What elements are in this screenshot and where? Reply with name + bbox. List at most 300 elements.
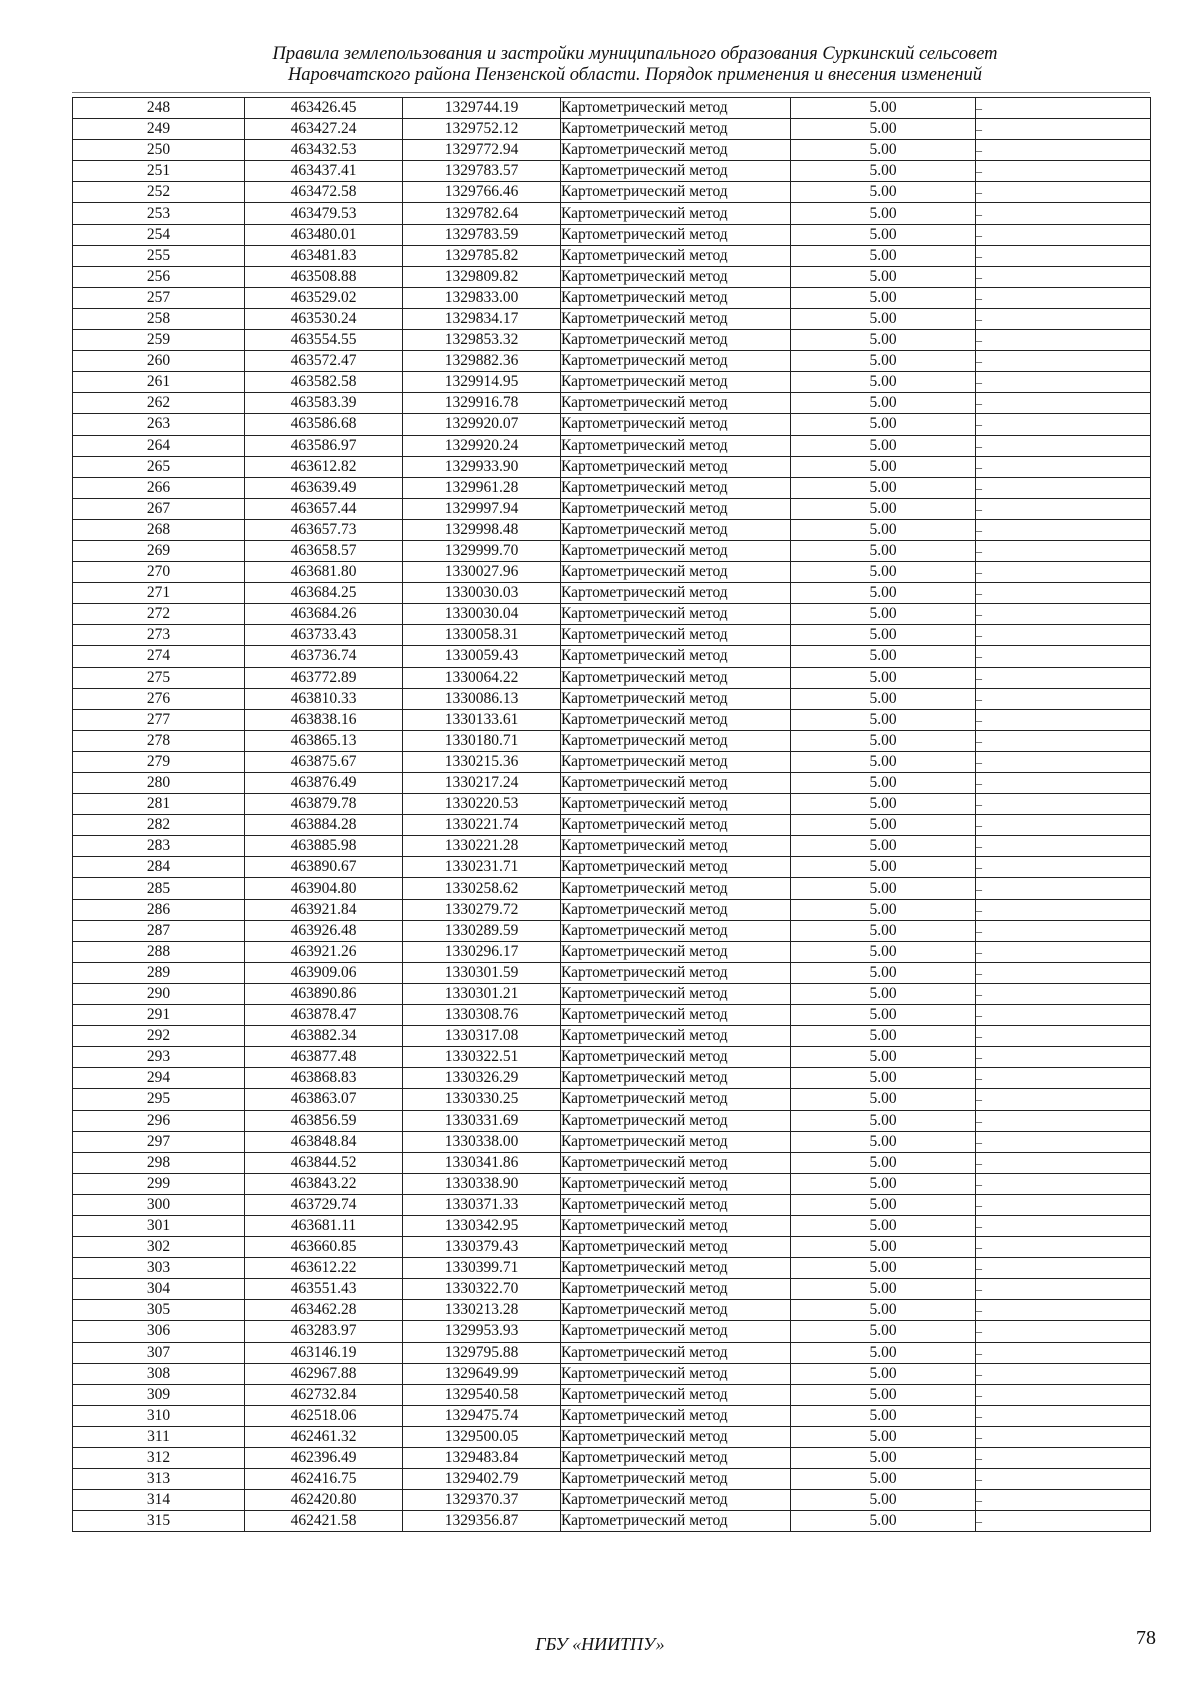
point-number-cell: 279	[73, 751, 245, 772]
accuracy-cell: 5.00	[791, 646, 976, 667]
x-coordinate-cell: 463586.97	[245, 435, 403, 456]
y-coordinate-cell: 1330086.13	[403, 688, 561, 709]
x-coordinate-cell: 463885.98	[245, 836, 403, 857]
x-coordinate-cell: 463838.16	[245, 709, 403, 730]
point-number-cell: 271	[73, 583, 245, 604]
table-row	[73, 245, 1151, 266]
point-number-cell: 305	[73, 1300, 245, 1321]
method-cell: Картометрический метод	[561, 182, 791, 203]
description-cell: –	[976, 203, 1151, 224]
table-row	[73, 1469, 1151, 1490]
description-cell: –	[976, 836, 1151, 857]
y-coordinate-cell: 1330030.03	[403, 583, 561, 604]
method-cell: Картометрический метод	[561, 308, 791, 329]
method-cell: Картометрический метод	[561, 1511, 791, 1532]
point-number-cell: 284	[73, 857, 245, 878]
x-coordinate-cell: 462416.75	[245, 1469, 403, 1490]
description-cell: –	[976, 1448, 1151, 1469]
accuracy-cell: 5.00	[791, 1490, 976, 1511]
method-cell: Картометрический метод	[561, 751, 791, 772]
y-coordinate-cell: 1330058.31	[403, 625, 561, 646]
method-cell: Картометрический метод	[561, 1047, 791, 1068]
page-number: 78	[1136, 1627, 1156, 1649]
table-row	[73, 920, 1151, 941]
description-cell: –	[976, 1342, 1151, 1363]
method-cell: Картометрический метод	[561, 625, 791, 646]
table-row	[73, 140, 1151, 161]
table-row	[73, 688, 1151, 709]
x-coordinate-cell: 463868.83	[245, 1068, 403, 1089]
method-cell: Картометрический метод	[561, 1300, 791, 1321]
accuracy-cell: 5.00	[791, 773, 976, 794]
y-coordinate-cell: 1330301.59	[403, 962, 561, 983]
header-line-2: Наровчатского района Пензенской области. Порядок применения и внесения изменений	[287, 65, 983, 85]
method-cell: Картометрический метод	[561, 1131, 791, 1152]
accuracy-cell: 5.00	[791, 1426, 976, 1447]
method-cell: Картометрический метод	[561, 393, 791, 414]
x-coordinate-cell: 463772.89	[245, 667, 403, 688]
method-cell: Картометрический метод	[561, 1384, 791, 1405]
point-number-cell: 291	[73, 1005, 245, 1026]
point-number-cell: 314	[73, 1490, 245, 1511]
point-number-cell: 256	[73, 266, 245, 287]
x-coordinate-cell: 462420.80	[245, 1490, 403, 1511]
accuracy-cell: 5.00	[791, 688, 976, 709]
x-coordinate-cell: 463479.53	[245, 203, 403, 224]
point-number-cell: 289	[73, 962, 245, 983]
table-row	[73, 941, 1151, 962]
point-number-cell: 304	[73, 1279, 245, 1300]
table-row	[73, 119, 1151, 140]
point-number-cell: 265	[73, 456, 245, 477]
method-cell: Картометрический метод	[561, 815, 791, 836]
description-cell: –	[976, 540, 1151, 561]
point-number-cell: 260	[73, 351, 245, 372]
table-row	[73, 1131, 1151, 1152]
accuracy-cell: 5.00	[791, 878, 976, 899]
method-cell: Картометрический метод	[561, 98, 791, 119]
method-cell: Картометрический метод	[561, 287, 791, 308]
description-cell: –	[976, 1321, 1151, 1342]
method-cell: Картометрический метод	[561, 1005, 791, 1026]
method-cell: Картометрический метод	[561, 456, 791, 477]
x-coordinate-cell: 463639.49	[245, 477, 403, 498]
y-coordinate-cell: 1329783.57	[403, 161, 561, 182]
point-number-cell: 293	[73, 1047, 245, 1068]
coordinates-table-body	[73, 98, 1151, 1532]
description-cell: –	[976, 1237, 1151, 1258]
y-coordinate-cell: 1330221.28	[403, 836, 561, 857]
y-coordinate-cell: 1330331.69	[403, 1110, 561, 1131]
description-cell: –	[976, 1469, 1151, 1490]
table-row	[73, 1237, 1151, 1258]
x-coordinate-cell: 463481.83	[245, 245, 403, 266]
table-row	[73, 1363, 1151, 1384]
description-cell: –	[976, 98, 1151, 119]
description-cell: –	[976, 794, 1151, 815]
x-coordinate-cell: 463658.57	[245, 540, 403, 561]
accuracy-cell: 5.00	[791, 1511, 976, 1532]
point-number-cell: 268	[73, 519, 245, 540]
table-row	[73, 477, 1151, 498]
accuracy-cell: 5.00	[791, 857, 976, 878]
y-coordinate-cell: 1330371.33	[403, 1194, 561, 1215]
table-row	[73, 815, 1151, 836]
y-coordinate-cell: 1330221.74	[403, 815, 561, 836]
accuracy-cell: 5.00	[791, 1131, 976, 1152]
point-number-cell: 274	[73, 646, 245, 667]
accuracy-cell: 5.00	[791, 583, 976, 604]
accuracy-cell: 5.00	[791, 709, 976, 730]
method-cell: Картометрический метод	[561, 1279, 791, 1300]
description-cell: –	[976, 161, 1151, 182]
description-cell: –	[976, 1363, 1151, 1384]
method-cell: Картометрический метод	[561, 1363, 791, 1384]
method-cell: Картометрический метод	[561, 794, 791, 815]
x-coordinate-cell: 463480.01	[245, 224, 403, 245]
accuracy-cell: 5.00	[791, 1237, 976, 1258]
x-coordinate-cell: 463878.47	[245, 1005, 403, 1026]
table-row	[73, 182, 1151, 203]
description-cell: –	[976, 182, 1151, 203]
accuracy-cell: 5.00	[791, 1384, 976, 1405]
y-coordinate-cell: 1330220.53	[403, 794, 561, 815]
y-coordinate-cell: 1329500.05	[403, 1426, 561, 1447]
point-number-cell: 294	[73, 1068, 245, 1089]
description-cell: –	[976, 857, 1151, 878]
description-cell: –	[976, 1490, 1151, 1511]
method-cell: Картометрический метод	[561, 1469, 791, 1490]
accuracy-cell: 5.00	[791, 330, 976, 351]
description-cell: –	[976, 1384, 1151, 1405]
x-coordinate-cell: 463681.11	[245, 1215, 403, 1236]
y-coordinate-cell: 1330317.08	[403, 1026, 561, 1047]
method-cell: Картометрический метод	[561, 667, 791, 688]
header-divider	[72, 92, 1150, 93]
method-cell: Картометрический метод	[561, 1237, 791, 1258]
point-number-cell: 272	[73, 604, 245, 625]
y-coordinate-cell: 1329540.58	[403, 1384, 561, 1405]
y-coordinate-cell: 1330059.43	[403, 646, 561, 667]
x-coordinate-cell: 463681.80	[245, 562, 403, 583]
x-coordinate-cell: 463437.41	[245, 161, 403, 182]
point-number-cell: 250	[73, 140, 245, 161]
description-cell: –	[976, 1152, 1151, 1173]
accuracy-cell: 5.00	[791, 920, 976, 941]
accuracy-cell: 5.00	[791, 1068, 976, 1089]
point-number-cell: 254	[73, 224, 245, 245]
method-cell: Картометрический метод	[561, 1215, 791, 1236]
point-number-cell: 258	[73, 308, 245, 329]
table-row	[73, 1490, 1151, 1511]
point-number-cell: 288	[73, 941, 245, 962]
accuracy-cell: 5.00	[791, 1363, 976, 1384]
description-cell: –	[976, 1215, 1151, 1236]
point-number-cell: 287	[73, 920, 245, 941]
description-cell: –	[976, 667, 1151, 688]
table-row	[73, 1110, 1151, 1131]
accuracy-cell: 5.00	[791, 203, 976, 224]
description-cell: –	[976, 1131, 1151, 1152]
point-number-cell: 301	[73, 1215, 245, 1236]
point-number-cell: 257	[73, 287, 245, 308]
description-cell: –	[976, 1300, 1151, 1321]
y-coordinate-cell: 1329370.37	[403, 1490, 561, 1511]
point-number-cell: 296	[73, 1110, 245, 1131]
table-row	[73, 1068, 1151, 1089]
method-cell: Картометрический метод	[561, 646, 791, 667]
description-cell: –	[976, 646, 1151, 667]
table-row	[73, 604, 1151, 625]
y-coordinate-cell: 1330213.28	[403, 1300, 561, 1321]
description-cell: –	[976, 815, 1151, 836]
method-cell: Картометрический метод	[561, 562, 791, 583]
accuracy-cell: 5.00	[791, 498, 976, 519]
point-number-cell: 310	[73, 1405, 245, 1426]
table-row	[73, 962, 1151, 983]
x-coordinate-cell: 463843.22	[245, 1173, 403, 1194]
point-number-cell: 313	[73, 1469, 245, 1490]
x-coordinate-cell: 463554.55	[245, 330, 403, 351]
y-coordinate-cell: 1330180.71	[403, 730, 561, 751]
x-coordinate-cell: 463684.26	[245, 604, 403, 625]
description-cell: –	[976, 1258, 1151, 1279]
x-coordinate-cell: 463684.25	[245, 583, 403, 604]
method-cell: Картометрический метод	[561, 1110, 791, 1131]
table-row	[73, 1026, 1151, 1047]
method-cell: Картометрический метод	[561, 1173, 791, 1194]
point-number-cell: 263	[73, 414, 245, 435]
x-coordinate-cell: 463926.48	[245, 920, 403, 941]
accuracy-cell: 5.00	[791, 519, 976, 540]
x-coordinate-cell: 463146.19	[245, 1342, 403, 1363]
accuracy-cell: 5.00	[791, 1300, 976, 1321]
x-coordinate-cell: 462421.58	[245, 1511, 403, 1532]
description-cell: –	[976, 625, 1151, 646]
y-coordinate-cell: 1330027.96	[403, 562, 561, 583]
method-cell: Картометрический метод	[561, 540, 791, 561]
point-number-cell: 255	[73, 245, 245, 266]
accuracy-cell: 5.00	[791, 962, 976, 983]
method-cell: Картометрический метод	[561, 119, 791, 140]
method-cell: Картометрический метод	[561, 519, 791, 540]
description-cell: –	[976, 456, 1151, 477]
method-cell: Картометрический метод	[561, 1026, 791, 1047]
y-coordinate-cell: 1329953.93	[403, 1321, 561, 1342]
y-coordinate-cell: 1329998.48	[403, 519, 561, 540]
point-number-cell: 312	[73, 1448, 245, 1469]
table-row	[73, 857, 1151, 878]
y-coordinate-cell: 1329809.82	[403, 266, 561, 287]
accuracy-cell: 5.00	[791, 119, 976, 140]
method-cell: Картометрический метод	[561, 245, 791, 266]
method-cell: Картометрический метод	[561, 1194, 791, 1215]
table-row	[73, 751, 1151, 772]
accuracy-cell: 5.00	[791, 794, 976, 815]
table-row	[73, 1511, 1151, 1532]
table-row	[73, 899, 1151, 920]
table-row	[73, 1173, 1151, 1194]
point-number-cell: 292	[73, 1026, 245, 1047]
point-number-cell: 295	[73, 1089, 245, 1110]
description-cell: –	[976, 1047, 1151, 1068]
description-cell: –	[976, 435, 1151, 456]
x-coordinate-cell: 463660.85	[245, 1237, 403, 1258]
y-coordinate-cell: 1330326.29	[403, 1068, 561, 1089]
accuracy-cell: 5.00	[791, 1026, 976, 1047]
x-coordinate-cell: 462396.49	[245, 1448, 403, 1469]
table-row	[73, 351, 1151, 372]
table-row	[73, 1405, 1151, 1426]
y-coordinate-cell: 1329920.24	[403, 435, 561, 456]
x-coordinate-cell: 463657.44	[245, 498, 403, 519]
table-row	[73, 667, 1151, 688]
x-coordinate-cell: 463472.58	[245, 182, 403, 203]
x-coordinate-cell: 463875.67	[245, 751, 403, 772]
description-cell: –	[976, 730, 1151, 751]
method-cell: Картометрический метод	[561, 1405, 791, 1426]
method-cell: Картометрический метод	[561, 920, 791, 941]
point-number-cell: 285	[73, 878, 245, 899]
y-coordinate-cell: 1329483.84	[403, 1448, 561, 1469]
description-cell: –	[976, 1110, 1151, 1131]
method-cell: Картометрический метод	[561, 435, 791, 456]
table-row	[73, 456, 1151, 477]
description-cell: –	[976, 477, 1151, 498]
x-coordinate-cell: 463876.49	[245, 773, 403, 794]
table-row	[73, 646, 1151, 667]
y-coordinate-cell: 1329752.12	[403, 119, 561, 140]
table-row	[73, 1258, 1151, 1279]
accuracy-cell: 5.00	[791, 1448, 976, 1469]
table-row	[73, 519, 1151, 540]
x-coordinate-cell: 463462.28	[245, 1300, 403, 1321]
accuracy-cell: 5.00	[791, 161, 976, 182]
description-cell: –	[976, 1405, 1151, 1426]
description-cell: –	[976, 1068, 1151, 1089]
accuracy-cell: 5.00	[791, 393, 976, 414]
y-coordinate-cell: 1330379.43	[403, 1237, 561, 1258]
description-cell: –	[976, 899, 1151, 920]
description-cell: –	[976, 119, 1151, 140]
method-cell: Картометрический метод	[561, 140, 791, 161]
point-number-cell: 269	[73, 540, 245, 561]
x-coordinate-cell: 463586.68	[245, 414, 403, 435]
x-coordinate-cell: 462732.84	[245, 1384, 403, 1405]
table-row	[73, 372, 1151, 393]
x-coordinate-cell: 463729.74	[245, 1194, 403, 1215]
y-coordinate-cell: 1329356.87	[403, 1511, 561, 1532]
table-row	[73, 1089, 1151, 1110]
x-coordinate-cell: 463583.39	[245, 393, 403, 414]
x-coordinate-cell: 463909.06	[245, 962, 403, 983]
x-coordinate-cell: 463529.02	[245, 287, 403, 308]
point-number-cell: 252	[73, 182, 245, 203]
description-cell: –	[976, 773, 1151, 794]
description-cell: –	[976, 519, 1151, 540]
x-coordinate-cell: 463657.73	[245, 519, 403, 540]
y-coordinate-cell: 1329916.78	[403, 393, 561, 414]
accuracy-cell: 5.00	[791, 287, 976, 308]
accuracy-cell: 5.00	[791, 815, 976, 836]
method-cell: Картометрический метод	[561, 857, 791, 878]
description-cell: –	[976, 941, 1151, 962]
y-coordinate-cell: 1329933.90	[403, 456, 561, 477]
y-coordinate-cell: 1329999.70	[403, 540, 561, 561]
x-coordinate-cell: 463890.67	[245, 857, 403, 878]
point-number-cell: 303	[73, 1258, 245, 1279]
x-coordinate-cell: 463582.58	[245, 372, 403, 393]
table-row	[73, 625, 1151, 646]
method-cell: Картометрический метод	[561, 1426, 791, 1447]
accuracy-cell: 5.00	[791, 266, 976, 287]
x-coordinate-cell: 463427.24	[245, 119, 403, 140]
method-cell: Картометрический метод	[561, 878, 791, 899]
y-coordinate-cell: 1330289.59	[403, 920, 561, 941]
method-cell: Картометрический метод	[561, 709, 791, 730]
y-coordinate-cell: 1330338.90	[403, 1173, 561, 1194]
description-cell: –	[976, 287, 1151, 308]
method-cell: Картометрический метод	[561, 962, 791, 983]
y-coordinate-cell: 1330342.95	[403, 1215, 561, 1236]
x-coordinate-cell: 463283.97	[245, 1321, 403, 1342]
accuracy-cell: 5.00	[791, 562, 976, 583]
accuracy-cell: 5.00	[791, 435, 976, 456]
table-row	[73, 1152, 1151, 1173]
y-coordinate-cell: 1330322.51	[403, 1047, 561, 1068]
point-number-cell: 302	[73, 1237, 245, 1258]
method-cell: Картометрический метод	[561, 1068, 791, 1089]
y-coordinate-cell: 1330231.71	[403, 857, 561, 878]
accuracy-cell: 5.00	[791, 351, 976, 372]
accuracy-cell: 5.00	[791, 1279, 976, 1300]
accuracy-cell: 5.00	[791, 1321, 976, 1342]
y-coordinate-cell: 1330301.21	[403, 983, 561, 1004]
accuracy-cell: 5.00	[791, 941, 976, 962]
method-cell: Картометрический метод	[561, 730, 791, 751]
accuracy-cell: 5.00	[791, 1005, 976, 1026]
accuracy-cell: 5.00	[791, 1258, 976, 1279]
point-number-cell: 309	[73, 1384, 245, 1405]
y-coordinate-cell: 1329920.07	[403, 414, 561, 435]
x-coordinate-cell: 463882.34	[245, 1026, 403, 1047]
point-number-cell: 283	[73, 836, 245, 857]
x-coordinate-cell: 463508.88	[245, 266, 403, 287]
accuracy-cell: 5.00	[791, 477, 976, 498]
y-coordinate-cell: 1330217.24	[403, 773, 561, 794]
y-coordinate-cell: 1329961.28	[403, 477, 561, 498]
x-coordinate-cell: 462461.32	[245, 1426, 403, 1447]
x-coordinate-cell: 463921.84	[245, 899, 403, 920]
y-coordinate-cell: 1329649.99	[403, 1363, 561, 1384]
table-row	[73, 983, 1151, 1004]
y-coordinate-cell: 1329766.46	[403, 182, 561, 203]
table-row	[73, 224, 1151, 245]
accuracy-cell: 5.00	[791, 308, 976, 329]
accuracy-cell: 5.00	[791, 625, 976, 646]
method-cell: Картометрический метод	[561, 836, 791, 857]
method-cell: Картометрический метод	[561, 266, 791, 287]
description-cell: –	[976, 688, 1151, 709]
point-number-cell: 311	[73, 1426, 245, 1447]
description-cell: –	[976, 140, 1151, 161]
description-cell: –	[976, 1194, 1151, 1215]
method-cell: Картометрический метод	[561, 372, 791, 393]
point-number-cell: 282	[73, 815, 245, 836]
point-number-cell: 298	[73, 1152, 245, 1173]
table-row	[73, 498, 1151, 519]
table-row	[73, 1321, 1151, 1342]
